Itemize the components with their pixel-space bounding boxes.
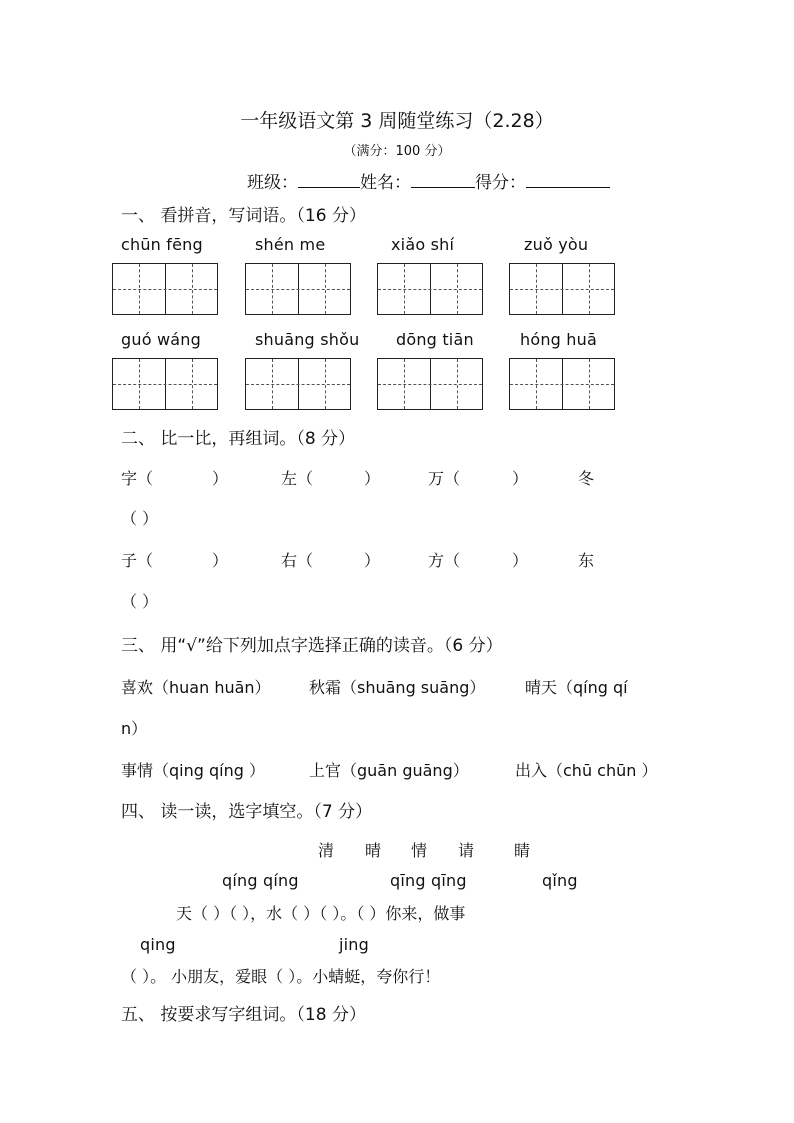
pinyin-6: shuāng shǒu bbox=[255, 330, 360, 349]
name-blank[interactable] bbox=[411, 171, 475, 188]
writing-grid[interactable] bbox=[245, 263, 351, 315]
writing-grid[interactable] bbox=[509, 263, 615, 315]
student-info bbox=[247, 168, 610, 193]
writing-grid[interactable] bbox=[112, 358, 218, 410]
compare-char: 左（ bbox=[281, 469, 314, 488]
choice-char: 睛 bbox=[514, 841, 531, 860]
fill-sentence: 天（ ）（ ），水（ ）（ ）。（ ）你来，做事 bbox=[176, 904, 466, 923]
reading-item: 上官（guān guāng） bbox=[309, 761, 469, 780]
compare-wrap: （ ） bbox=[121, 592, 159, 611]
pinyin-7: dōng tiān bbox=[396, 330, 474, 349]
class-blank[interactable] bbox=[298, 171, 360, 188]
compare-char: 万（ bbox=[428, 469, 461, 488]
paren-close: ） bbox=[364, 551, 381, 570]
paren-close: ） bbox=[512, 469, 529, 488]
pinyin-4: zuǒ yòu bbox=[524, 235, 589, 254]
choice-char: 晴 bbox=[365, 841, 382, 860]
section-3-heading: 三、 用“√”给下列加点字选择正确的读音。（6 分） bbox=[121, 636, 503, 656]
compare-char: 冬 bbox=[578, 469, 595, 488]
pinyin-hint: qīng qīng bbox=[390, 871, 467, 890]
writing-grid[interactable] bbox=[377, 358, 483, 410]
compare-char: 子（ bbox=[121, 551, 154, 570]
reading-item: 出入（chū chūn ） bbox=[515, 761, 658, 780]
pinyin-hint: qíng qíng bbox=[222, 871, 299, 890]
pinyin-3: xiǎo shí bbox=[391, 235, 455, 254]
score-blank[interactable] bbox=[526, 171, 610, 188]
pinyin-8: hóng huā bbox=[520, 330, 597, 349]
reading-item: 秋霜（shuāng suāng） bbox=[309, 678, 486, 697]
writing-grid[interactable] bbox=[509, 358, 615, 410]
compare-char: 字（ bbox=[121, 469, 154, 488]
section-5-heading: 五、 按要求写字组词。（18 分） bbox=[121, 1005, 366, 1025]
paren-close: ） bbox=[512, 551, 529, 570]
writing-grid[interactable] bbox=[377, 263, 483, 315]
page-subtitle: （满分：100 分） bbox=[343, 144, 451, 159]
compare-wrap: （ ） bbox=[121, 509, 159, 528]
pinyin-hint: qǐng bbox=[542, 871, 578, 890]
paren-close: ） bbox=[364, 469, 381, 488]
choice-char: 请 bbox=[458, 841, 475, 860]
compare-char: 右（ bbox=[281, 551, 314, 570]
pinyin-1: chūn fēng bbox=[121, 235, 203, 254]
choice-char: 清 bbox=[318, 841, 335, 860]
compare-char: 方（ bbox=[428, 551, 461, 570]
reading-item: 晴天（qíng qí bbox=[525, 678, 628, 697]
section-4-heading: 四、 读一读，选字填空。（7 分） bbox=[121, 802, 373, 822]
pinyin-5: guó wáng bbox=[121, 330, 201, 349]
pinyin-hint: qing bbox=[140, 935, 176, 954]
pinyin-2: shén me bbox=[255, 235, 326, 254]
fill-sentence: （ ）。 小朋友，爱眼（ ）。小蜻蜓，夸你行！ bbox=[121, 967, 441, 986]
section-1-heading: 一、 看拼音，写词语。（16 分） bbox=[121, 206, 366, 226]
paren-close: ） bbox=[212, 551, 229, 570]
class-label: 班级： bbox=[247, 173, 298, 193]
score-label: 得分： bbox=[475, 173, 526, 193]
writing-grid[interactable] bbox=[245, 358, 351, 410]
reading-item: 喜欢（huan huān） bbox=[121, 678, 271, 697]
reading-item: 事情（qing qíng ） bbox=[121, 761, 265, 780]
compare-char: 东 bbox=[578, 551, 595, 570]
pinyin-hint: jing bbox=[339, 935, 369, 954]
reading-wrap: n） bbox=[121, 719, 148, 738]
choice-char: 情 bbox=[411, 841, 428, 860]
section-2-heading: 二、 比一比，再组词。（8 分） bbox=[121, 429, 356, 449]
paren-close: ） bbox=[212, 469, 229, 488]
page-title: 一年级语文第 3 周随堂练习（2.28） bbox=[240, 110, 554, 132]
writing-grid[interactable] bbox=[112, 263, 218, 315]
name-label: 姓名： bbox=[360, 173, 411, 193]
